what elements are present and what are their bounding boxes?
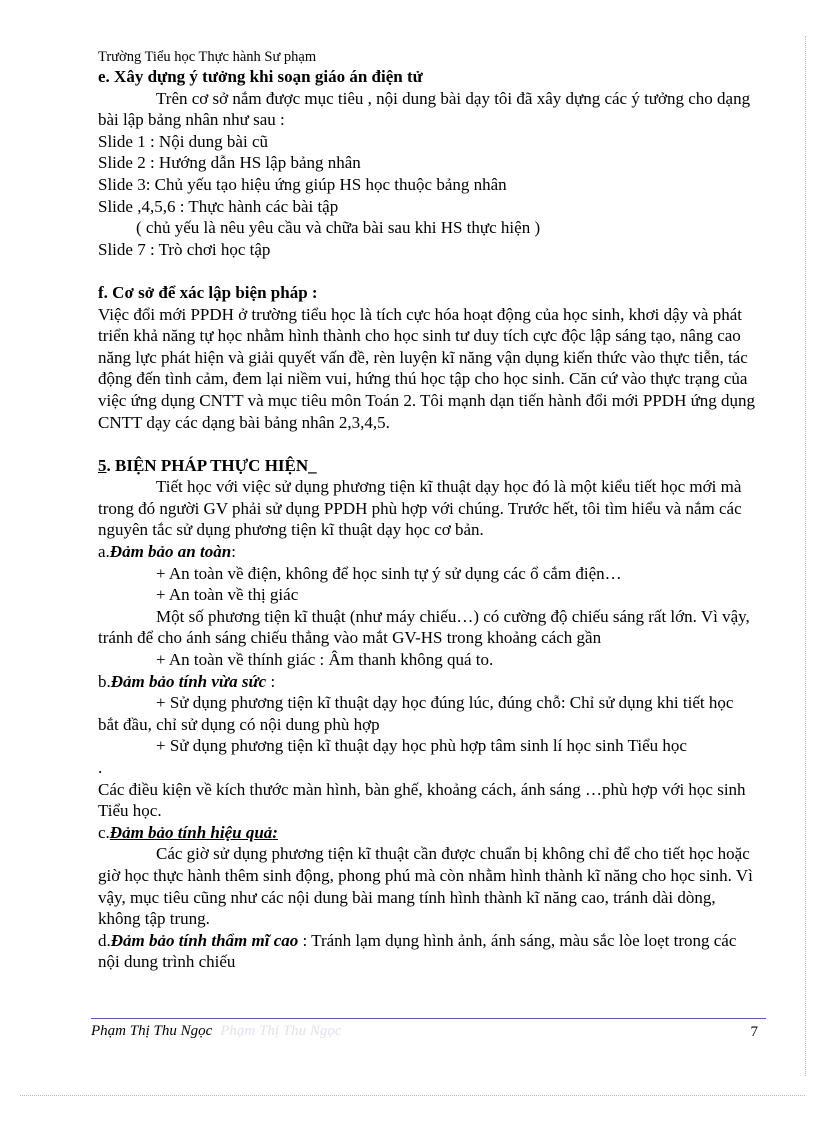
footer-watermark: Phạm Thị Thu Ngọc [220,1023,342,1039]
item-a-point: + An toàn về thị giác [156,585,299,605]
item-b-text: Các điều kiện về kích thước màn hình, bàn ghế, khoảng cách, ánh sáng …phù hợp với học sinh Tiểu học. [98,779,746,821]
item-d-text: : Tránh lạm dụng hình ảnh, ánh sáng, màu sắc lòe loẹt trong các nội dung trình chiếu [98,930,737,972]
item-b-suffix: : [266,671,276,691]
spacer [98,260,758,282]
item-c-title: Đảm bảo tính hiệu quả [109,822,273,842]
item-a-prefix: a. [98,542,110,562]
slide-item: Slide 2 : Hướng dẫn HS lập bảng nhân [98,153,361,173]
item-b-prefix: b. [98,671,111,691]
item-b-point: + Sử dụng phương tiện kĩ thuật dạy học đúng lúc, đúng chỗ: Chỉ sử dụng khi tiết học bắt đầu, chỉ sử dụng có nội dung phù hợp [98,693,734,734]
section-5-title-tail: _ [308,455,317,475]
item-a-point: + An toàn về thính giác : Âm thanh không quá to. [156,650,494,670]
item-d-paragraph [98,930,758,973]
footer-author: Phạm Thị Thu Ngọc [91,1023,213,1039]
slide-item: Slide ,4,5,6 : Thực hành các bài tập [98,196,339,216]
document-page [98,48,758,973]
item-d-title: Đảm bảo tính thẩm mĩ cao [110,930,299,950]
section-e-title: e. Xây dựng ý tưởng khi soạn giáo án điện tử [98,67,423,86]
page-border-bottom [20,1095,805,1096]
section-f-body: Việc đổi mới PPDH ở trường tiểu học là tích cực hóa hoạt động của học sinh, khơi dậy và phát triển khả năng tự học nhằm hình thành cho học sinh tư duy tích cực độc lập sáng tạo, nâng cao năng lực phát hiện và giải quyết vấn đề, rèn luyện kĩ năng vận dụng kiến thức vào thực tiễn, tác động đến tình cảm, đem lại niềm vui, hứng thú học tập cho học sinh. Căn cứ vào thực trạng của việc ứng dụng CNTT và mục tiêu môn Toán 2. Tôi mạnh dạn tiến hành đổi mới PPDH ứng dụng CNTT dạy các dạng bài bảng nhân 2,3,4,5. [98,304,756,432]
item-a-point: + An toàn về điện, không để học sinh tự ý sử dụng các ổ cắm điện… [156,563,622,583]
item-c-prefix: c. [98,822,110,842]
slide-item: Slide 3: Chủ yếu tạo hiệu ứng giúp HS học thuộc bảng nhân [98,174,507,194]
item-c-text: Các giờ sử dụng phương tiện kĩ thuật cần được chuẩn bị không chỉ để cho tiết học hoặc giờ học thực hành thêm sinh động, phong phú mà còn nhằm hình thành kĩ năng cho học sinh. Vì vậy, mục tiêu cũng như các nội dung bài mang tính hình thành kĩ năng cao, tránh dài dòng, không tập trung. [98,844,753,929]
item-b-point: + Sử dụng phương tiện kĩ thuật dạy học phù hợp tâm sinh lí học sinh Tiểu học [156,736,687,756]
item-c-heading [98,822,758,844]
item-c-suffix: : [272,822,278,842]
section-f-title: f. Cơ sở để xác lập biện pháp : [98,282,318,302]
item-a-heading [98,541,758,563]
page-footer [91,1018,766,1041]
slide-item: Slide 1 : Nội dung bài cũ [98,131,268,151]
page-number: 7 [750,1024,758,1040]
section-e-intro: Trên cơ sở nắm được mục tiêu , nội dung bài dạy tôi đã xây dựng các ý tưởng cho dạng bài lập bảng nhân như sau : [98,88,751,130]
page-header: Trường Tiểu học Thực hành Sư phạm [98,49,317,65]
spacer [98,433,758,455]
item-a-title: Đảm bảo an toàn [109,542,232,562]
section-5-intro: Tiết học với việc sử dụng phương tiện kĩ thuật dạy học đó là một kiểu tiết học mới mà trong đó người GV phải sử dụng PPDH phù hợp với chúng. Trước hết, tôi tìm hiểu và nắm các nguyên tắc sử dụng phương tiện kĩ thuật dạy học cơ bản. [98,477,742,540]
item-b-dot: . [98,758,103,777]
section-5-title-text: . BIỆN PHÁP THỰC HIỆN [106,455,309,475]
item-b-title: Đảm bảo tính vừa sức [110,671,267,691]
slide-note: ( chủ yếu là nêu yêu cầu và chữa bài sau khi HS thực hiện ) [136,218,541,238]
page-border-right [805,36,806,1076]
item-b-heading [98,671,758,693]
item-d-prefix: d. [98,930,111,950]
section-5-title [98,455,758,477]
section-5-number: 5 [98,455,107,475]
item-a-suffix: : [231,542,236,562]
item-a-text: Một số phương tiện kĩ thuật (như máy chiếu…) có cường độ chiếu sáng rất lớn. Vì vậy, tránh để cho ánh sáng chiếu thẳng vào mắt GV-HS trong khoảng cách gần [98,606,750,648]
slide-item: Slide 7 : Trò chơi học tập [98,239,271,259]
